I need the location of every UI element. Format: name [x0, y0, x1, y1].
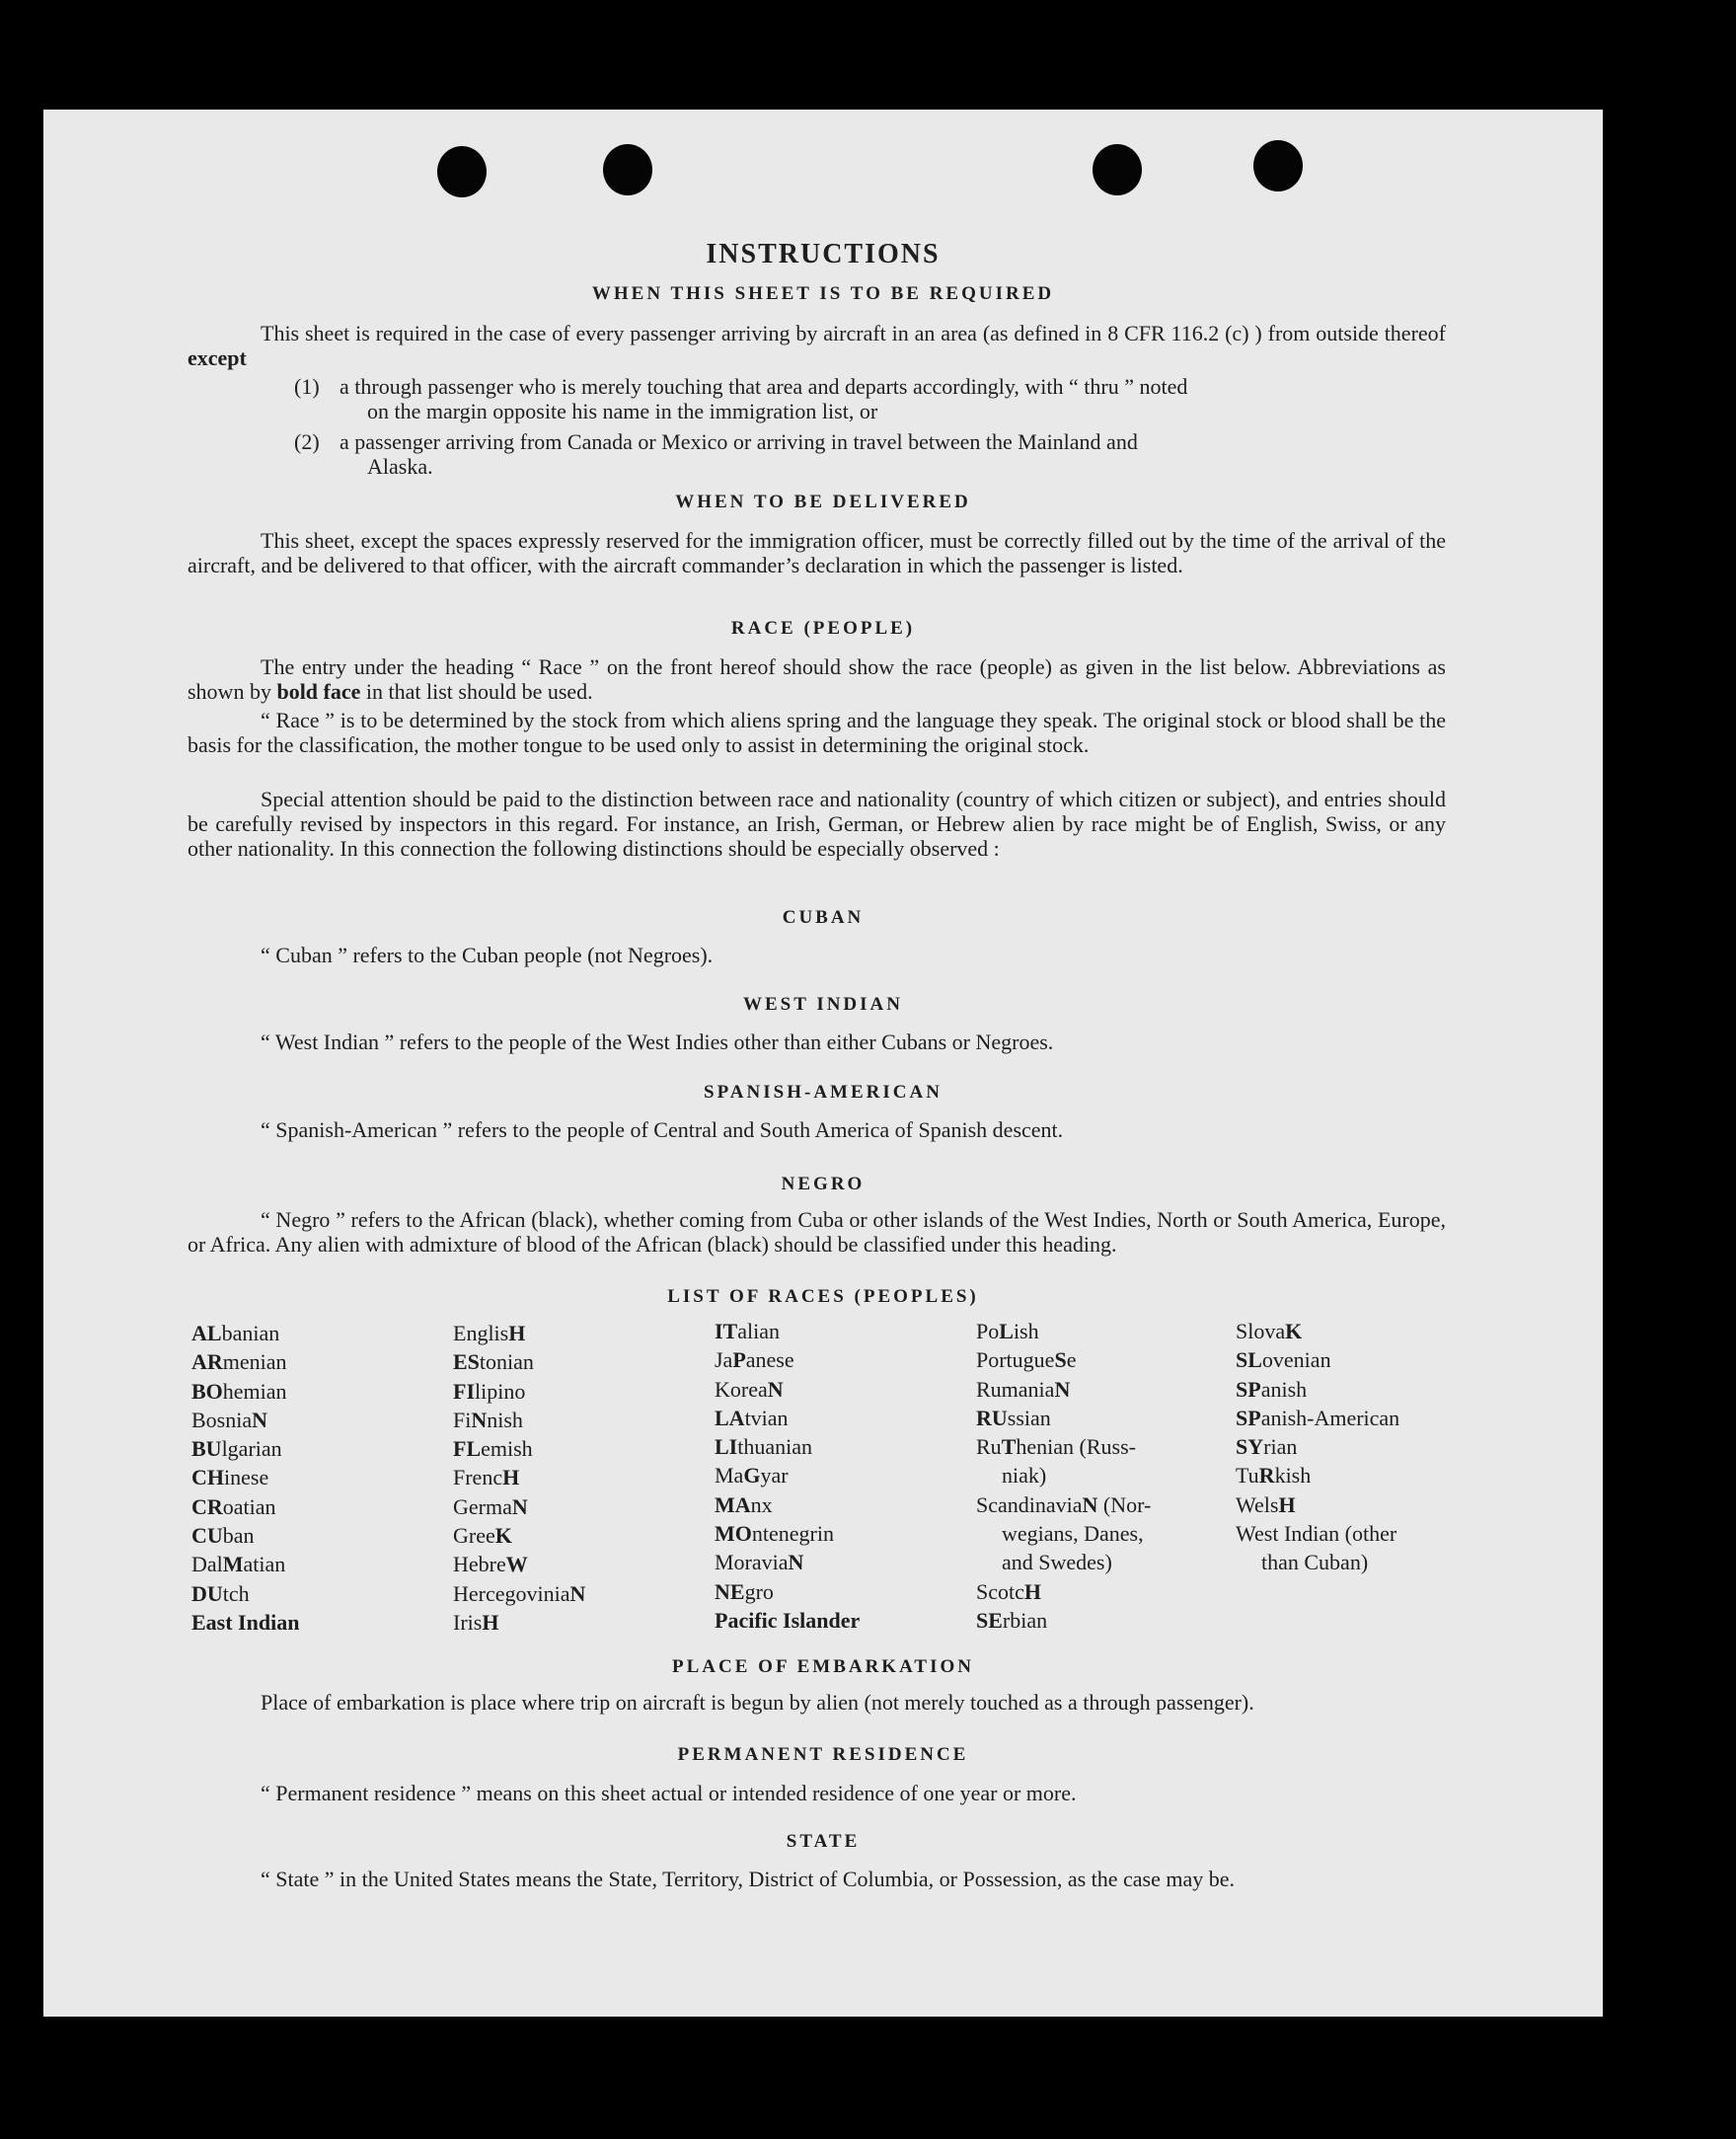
race-entry [191, 1347, 438, 1376]
race-abbrev: RU [976, 1405, 1008, 1430]
race-name: Ru [976, 1434, 1002, 1460]
race-name: rbian [1002, 1607, 1048, 1633]
race-name: Portugue [976, 1347, 1055, 1373]
race-abbrev: FI [453, 1378, 475, 1404]
race-entry [191, 1492, 438, 1521]
punch-hole [603, 144, 652, 195]
race-entry [453, 1521, 700, 1550]
race-name: Korea [715, 1376, 768, 1402]
race-name: henian (Russ- [1016, 1434, 1136, 1460]
race-entry [715, 1404, 971, 1432]
cuban-paragraph: “ Cuban ” refers to the Cuban people (not Negroes). [261, 943, 714, 967]
race-abbrev: MO [715, 1521, 752, 1547]
race-entry [976, 1606, 1218, 1635]
race-name: rian [1263, 1434, 1298, 1460]
race-name: niak) [1002, 1463, 1047, 1489]
race-name: ish [1013, 1319, 1039, 1343]
race-entry [1236, 1519, 1463, 1548]
race-entry [453, 1550, 700, 1578]
race-entry [191, 1521, 438, 1550]
race-name: nish [487, 1407, 523, 1432]
race-entry [1236, 1490, 1463, 1519]
race-name: anish [1260, 1376, 1308, 1402]
race-abbrev: CR [191, 1493, 223, 1519]
race-name: Rumania [976, 1376, 1055, 1402]
race-name: ntenegrin [751, 1521, 834, 1547]
race-name: and Swedes) [1002, 1550, 1112, 1575]
race-abbrev: N [767, 1376, 784, 1402]
race-abbrev: CU [191, 1523, 223, 1549]
race-entry [1236, 1404, 1463, 1432]
race-abbrev: East Indian [191, 1609, 300, 1635]
race-entry [453, 1492, 700, 1521]
race-entry [715, 1490, 971, 1519]
race-name: Iris [453, 1609, 483, 1635]
race-abbrev: H [1278, 1491, 1296, 1517]
race-name: menian [222, 1349, 287, 1375]
race-entry [715, 1548, 971, 1576]
section-heading-cuban: CUBAN [782, 907, 865, 928]
race-paragraph-1: The entry under the heading “ Race ” on the front hereof should show the race (people) as given in the list below. Abbreviations as shown by bold face in that list should be used. [188, 654, 1446, 704]
punch-hole [1253, 140, 1303, 191]
race-name: Scotc [976, 1578, 1024, 1604]
race-abbrev: SP [1236, 1376, 1261, 1402]
race-entry [1236, 1317, 1463, 1345]
race-name: Wels [1236, 1491, 1279, 1517]
race-abbrev: CH [191, 1465, 224, 1490]
race-abbrev: FL [453, 1436, 482, 1462]
race-name: thuanian [737, 1434, 813, 1460]
race-name: Slova [1236, 1319, 1286, 1343]
race-name: banian [221, 1321, 280, 1345]
race-entry [453, 1608, 700, 1637]
race-abbrev: G [743, 1463, 761, 1489]
race-entry [453, 1406, 700, 1434]
races-column-3 [715, 1317, 971, 1635]
race-abbrev: Pacific Islander [715, 1607, 861, 1633]
race-name: ban [222, 1523, 255, 1549]
race-name: anese [745, 1347, 794, 1373]
punch-hole [1093, 144, 1142, 195]
exception-item-2: (2) a passenger arriving from Canada or Mexico or arriving in travel between the Mainland and Alaska. [294, 429, 1138, 479]
race-entry [191, 1406, 438, 1434]
exception-item-1: (1) a through passenger who is merely touching that area and departs accordingly, with “ thru ” noted on the margin opposite his name in the immigration list, or [294, 374, 1188, 423]
race-entry [191, 1579, 438, 1608]
race-entry [715, 1375, 971, 1404]
race-name: nx [750, 1491, 773, 1517]
race-name: Hebre [453, 1552, 506, 1577]
race-name: e [1066, 1347, 1077, 1373]
race-entry [453, 1377, 700, 1406]
negro-paragraph: “ Negro ” refers to the African (black), whether coming from Cuba or other islands of the West Indies, North or South America, Europe, or Africa. Any alien with admixture of blood of the African (black) should be classified under this heading. [188, 1207, 1446, 1257]
race-name: tch [222, 1580, 250, 1606]
race-name: hemian [222, 1378, 287, 1404]
race-entry [191, 1608, 438, 1637]
section-heading-required: WHEN THIS SHEET IS TO BE REQUIRED [591, 283, 1055, 304]
race-name: yar [760, 1463, 789, 1489]
race-entry [191, 1550, 438, 1578]
race-abbrev: NE [715, 1578, 745, 1604]
race-name: (Nor- [1097, 1491, 1152, 1517]
race-name: Frenc [453, 1465, 503, 1490]
race-abbrev: ES [453, 1349, 480, 1375]
section-heading-negro: NEGRO [781, 1174, 866, 1194]
punch-hole [437, 146, 487, 197]
race-entry [715, 1461, 971, 1490]
race-name: lipino [475, 1378, 526, 1404]
race-abbrev: N [471, 1407, 488, 1432]
race-name: kish [1274, 1463, 1312, 1489]
race-name: gro [744, 1578, 774, 1604]
race-entry [976, 1490, 1218, 1519]
race-name: Dal [191, 1552, 223, 1577]
race-name: than Cuban) [1261, 1550, 1369, 1575]
race-abbrev: SY [1236, 1434, 1264, 1460]
race-entry [453, 1319, 700, 1347]
race-entry [715, 1519, 971, 1548]
section-heading-spanish-american: SPANISH-AMERICAN [704, 1082, 943, 1103]
race-abbrev: N [788, 1550, 804, 1575]
race-abbrev: H [1023, 1578, 1042, 1604]
race-abbrev: H [502, 1465, 520, 1490]
document-sheet [43, 110, 1603, 2017]
race-abbrev: AR [191, 1349, 223, 1375]
race-entry [191, 1377, 438, 1406]
race-name: Ja [715, 1347, 733, 1373]
race-abbrev: P [732, 1347, 746, 1373]
section-heading-embarkation: PLACE OF EMBARKATION [672, 1656, 974, 1677]
race-name: tonian [479, 1349, 534, 1375]
race-abbrev: R [1258, 1463, 1275, 1489]
race-entry [191, 1434, 438, 1463]
race-entry [976, 1577, 1218, 1606]
race-paragraph-2: “ Race ” is to be determined by the stock from which aliens spring and the language they speak. The original stock or blood shall be the basis for the classification, the mother tongue to be used only to assist in determining the original stock. [188, 708, 1446, 757]
race-abbrev: DU [191, 1580, 223, 1606]
race-entry [453, 1579, 700, 1608]
state-paragraph: “ State ” in the United States means the State, Territory, District of Columbia, or Possession, as the case may be. [261, 1867, 1236, 1891]
race-abbrev: IT [715, 1319, 738, 1343]
race-entry [976, 1375, 1218, 1404]
race-name: atian [243, 1552, 286, 1577]
section-heading-race: RACE (PEOPLE) [730, 618, 916, 639]
race-entry [715, 1345, 971, 1374]
races-column-2 [453, 1319, 700, 1637]
race-abbrev: LA [715, 1405, 745, 1430]
race-abbrev: H [508, 1321, 526, 1345]
race-name: Gree [453, 1523, 495, 1549]
race-entry [976, 1404, 1218, 1432]
race-abbrev: T [1001, 1434, 1017, 1460]
race-entry [1236, 1375, 1463, 1404]
race-name: West Indian (other [1236, 1521, 1397, 1547]
race-name: tvian [744, 1405, 789, 1430]
race-name: Germa [453, 1493, 512, 1519]
race-name: Bosnia [191, 1407, 253, 1432]
residence-paragraph: “ Permanent residence ” means on this sheet actual or intended residence of one year or more. [261, 1781, 1077, 1805]
race-name: Moravia [715, 1550, 789, 1575]
race-name: Tu [1236, 1463, 1259, 1489]
race-entry [1236, 1548, 1463, 1576]
race-abbrev: SL [1236, 1347, 1262, 1373]
race-name: wegians, Danes, [1002, 1521, 1144, 1547]
race-abbrev: LI [715, 1434, 738, 1460]
race-abbrev: AL [191, 1321, 222, 1345]
race-entry [453, 1347, 700, 1376]
race-name: ssian [1007, 1405, 1051, 1430]
race-name: Scandinavia [976, 1491, 1083, 1517]
race-name: Hercegovinia [453, 1580, 570, 1606]
spanish-american-paragraph: “ Spanish-American ” refers to the people of Central and South America of Spanish descent. [261, 1117, 1064, 1142]
race-entry [976, 1548, 1218, 1576]
races-column-1 [191, 1319, 438, 1637]
race-abbrev: BU [191, 1436, 222, 1462]
race-entry [976, 1432, 1218, 1461]
section-heading-state: STATE [786, 1831, 861, 1852]
section-heading-list-of-races: LIST OF RACES (PEOPLES) [667, 1286, 979, 1307]
page-title: INSTRUCTIONS [706, 239, 941, 269]
race-name: oatian [222, 1493, 276, 1519]
race-entry [1236, 1461, 1463, 1490]
race-entry [1236, 1432, 1463, 1461]
race-name: emish [481, 1436, 533, 1462]
race-entry [976, 1317, 1218, 1345]
race-abbrev: SP [1236, 1405, 1261, 1430]
race-abbrev: SE [976, 1607, 1003, 1633]
race-abbrev: N [252, 1407, 268, 1432]
race-entry [191, 1319, 438, 1347]
race-name: inese [224, 1465, 269, 1490]
race-entry [976, 1461, 1218, 1490]
race-paragraph-3: Special attention should be paid to the distinction between race and nationality (country of which citizen or subject), and entries should be carefully revised by inspectors in this regard. For instance, an Irish, German, or Hebrew alien by race might be of English, Swiss, or any other nationality. In this connection the following distinctions should be especially observed : [188, 787, 1446, 861]
race-name: ovenian [1261, 1347, 1331, 1373]
race-name: Englis [453, 1321, 509, 1345]
race-abbrev: K [494, 1523, 512, 1549]
required-paragraph: This sheet is required in the case of every passenger arriving by aircraft in an area (as defined in 8 CFR 116.2 (c) ) from outside thereof except [188, 321, 1446, 370]
race-entry [976, 1519, 1218, 1548]
delivered-paragraph: This sheet, except the spaces expressly reserved for the immigration officer, must be correctly filled out by the time of the arrival of the aircraft, and be delivered to that officer, with the aircraft commander’s declaration in which the passenger is listed. [188, 528, 1446, 577]
race-abbrev: MA [715, 1491, 751, 1517]
race-abbrev: N [1082, 1491, 1098, 1517]
west-indian-paragraph: “ West Indian ” refers to the people of the West Indies other than either Cubans or Negroes. [261, 1030, 1054, 1054]
race-entry [715, 1606, 971, 1635]
section-heading-west-indian: WEST INDIAN [743, 994, 903, 1015]
race-entry [1236, 1345, 1463, 1374]
race-name: anish-American [1260, 1405, 1400, 1430]
races-column-5 [1236, 1317, 1463, 1577]
race-abbrev: M [222, 1552, 244, 1577]
embarkation-paragraph: Place of embarkation is place where trip on aircraft is begun by alien (not merely touched as a through passenger). [261, 1690, 1254, 1715]
race-abbrev: BO [191, 1378, 223, 1404]
race-abbrev: N [1054, 1376, 1071, 1402]
race-entry [976, 1345, 1218, 1374]
race-name: Fi [453, 1407, 472, 1432]
races-column-4 [976, 1317, 1218, 1635]
race-entry [715, 1317, 971, 1345]
race-name: alian [737, 1319, 781, 1343]
race-entry [453, 1434, 700, 1463]
race-abbrev: N [511, 1493, 528, 1519]
race-entry [715, 1432, 971, 1461]
section-heading-delivered: WHEN TO BE DELIVERED [675, 492, 971, 512]
section-heading-residence: PERMANENT RESIDENCE [677, 1744, 969, 1765]
race-entry [191, 1463, 438, 1491]
race-abbrev: H [482, 1609, 499, 1635]
race-abbrev: L [999, 1319, 1014, 1343]
race-name: lgarian [221, 1436, 282, 1462]
race-name: Ma [715, 1463, 744, 1489]
race-entry [453, 1463, 700, 1491]
race-abbrev: S [1054, 1347, 1067, 1373]
race-abbrev: N [569, 1580, 586, 1606]
race-entry [715, 1577, 971, 1606]
race-name: Po [976, 1319, 1000, 1343]
race-abbrev: W [505, 1552, 528, 1577]
race-abbrev: K [1285, 1319, 1303, 1343]
